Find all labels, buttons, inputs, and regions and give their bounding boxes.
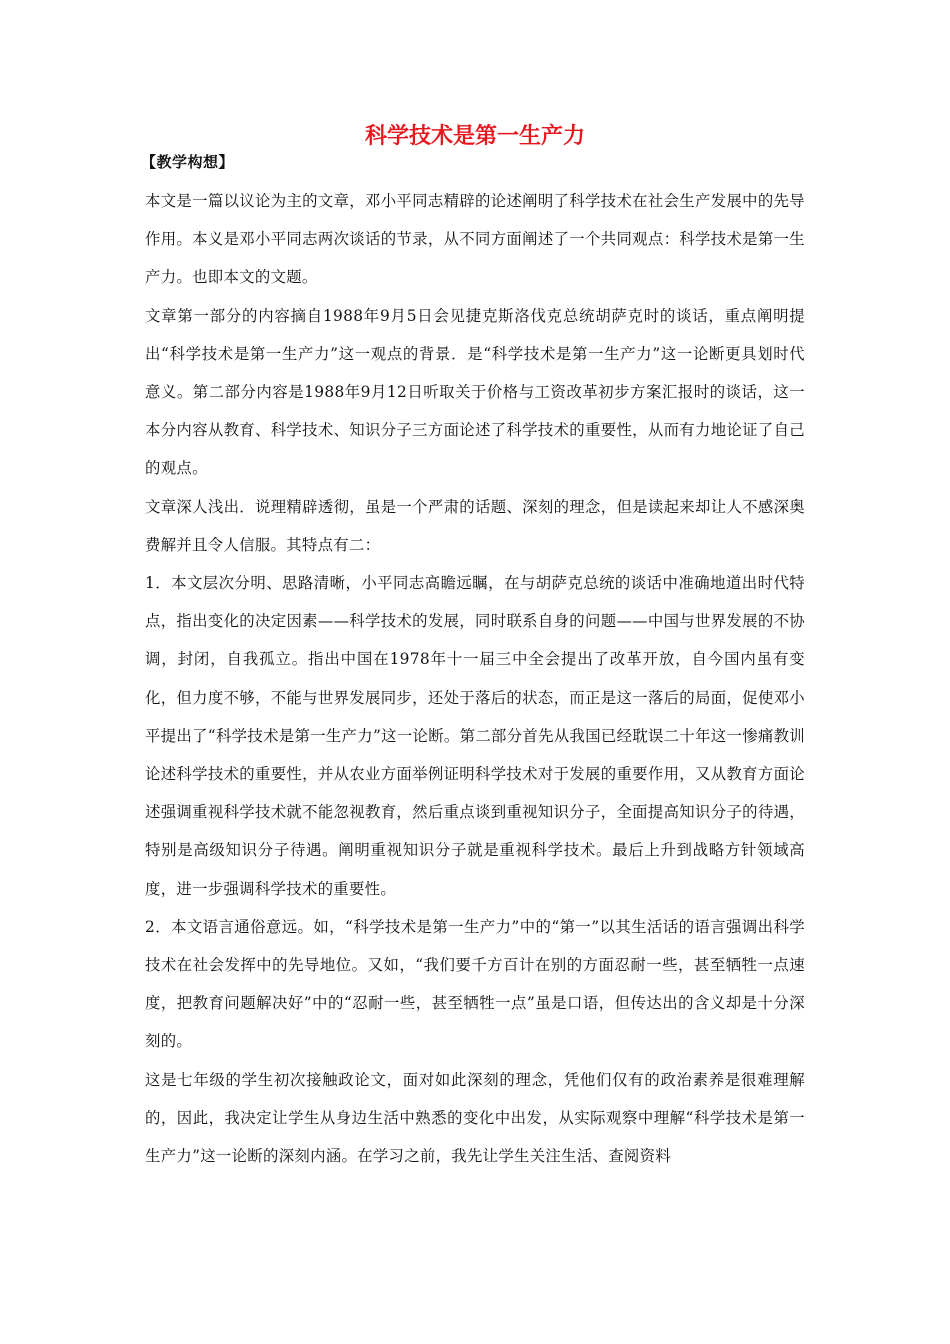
paragraph-point-1: 1．本文层次分明、思路清晰，小平同志高瞻远瞩，在与胡萨克总统的谈话中准确地道出时代特点，指出变化的决定因素——科学技术的发展，同时联系自身的问题——中国与世界发展的不协调，封闭，自我孤立。指出中国在1978年十一届三中全会提出了改革开放，自今国内虽有变化，但力度不够，不能与世界发展同步，还处于落后的状态，而正是这一落后的局面，促使邓小平提出了“科学技术是第一生产力”这一论断。第二部分首先从我国已经耽误二十年这一惨痛教训论述科学技术的重要性，并从农业方面举例证明科学技术对于发展的重要作用，又从教育方面论述强调重视科学技术就不能忽视教育，然后重点谈到重视知识分子，全面提高知识分子的待遇，特别是高级知识分子待遇。阐明重视知识分子就是重视科学技术。最后上升到战略方针领域高度，进一步强调科学技术的重要性。 (145, 574, 805, 898)
paragraph-features: 文章深人浅出．说理精辟透彻，虽是一个严肃的话题、深刻的理念，但是读起来却让人不感深奥费解并且令人信服。其特点有二： (145, 497, 805, 554)
paragraph-intro: 本文是一篇以议论为主的文章，邓小平同志精辟的论述阐明了科学技术在社会生产发展中的先导作用。本义是邓小平同志两次谈话的节录，从不同方面阐述了一个共同观点：科学技术是第一生产力。也即本文的文题。 (145, 192, 805, 287)
paragraph-structure: 文章第一部分的内容摘自1988年9月5日会见捷克斯洛伐克总统胡萨克时的谈话，重点阐明提出“科学技术是第一生产力”这一观点的背景．是“科学技术是第一生产力”这一论断更具划时代意义。第二部分内容是1988年9月12日听取关于价格与工资改革初步方案汇报时的谈话，这一本分内容从教育、科学技术、知识分子三方面论述了科学技术的重要性，从而有力地论证了自己的观点。 (145, 306, 805, 478)
section-label: 【教学构想】 (141, 153, 235, 171)
document-title: 科学技术是第一生产力 (364, 124, 585, 149)
paragraph-teaching-plan: 这是七年级的学生初次接触政论文，面对如此深刻的理念，凭他们仅有的政治素养是很难理解的，因此，我决定让学生从身边生活中熟悉的变化中出发，从实际观察中理解“科学技术是第一生产力”这一论断的深刻内涵。在学习之前，我先让学生关注生活、查阅资料 (145, 1070, 805, 1166)
document-body (141, 150, 805, 1175)
paragraph-point-2: 2．本文语言通俗意远。如，“科学技术是第一生产力”中的“第一”以其生活话的语言强调出科学技术在社会发挥中的先导地位。又如，“我们要千方百计在别的方面忍耐一些，甚至牺牲一点速度，把教育问题解决好”中的“忍耐一些，甚至牺牲一点”虽是口语，但传达出的含义却是十分深刻的。 (145, 917, 805, 1051)
